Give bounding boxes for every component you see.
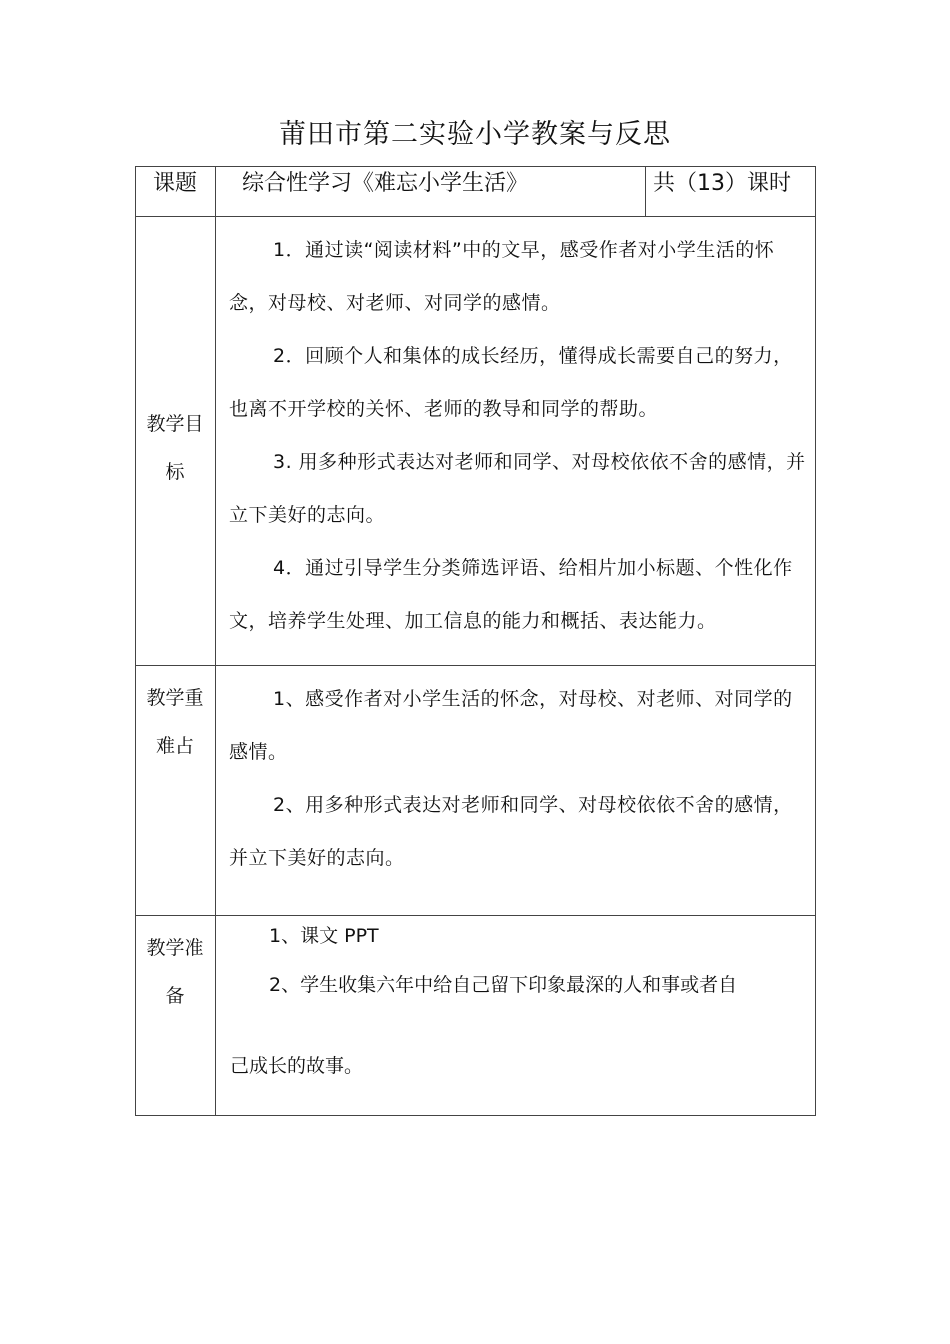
preparation-item: 1、课文 PPT <box>269 925 379 947</box>
key-points-content <box>229 673 809 913</box>
objective-item: 2．回顾个人和集体的成长经历，懂得成长需要自己的努力，也离不开学校的关怀、老师的教导和同学的帮助。 <box>229 345 793 420</box>
preparation-item: 己成长的故事。 <box>230 1055 364 1077</box>
table-column-divider <box>215 166 216 1116</box>
period-count: 共（13）课时 <box>653 171 791 196</box>
preparation-label <box>135 924 215 1020</box>
key-point-item: 1、感受作者对小学生活的怀念，对母校、对老师、对同学的感情。 <box>229 688 793 763</box>
table-border-right <box>815 166 816 1116</box>
objectives-label <box>135 400 215 496</box>
lesson-topic: 综合性学习《难忘小学生活》 <box>242 171 529 196</box>
objective-item: 3. 用多种形式表达对老师和同学、对母校依依不舍的感情，并立下美好的志向。 <box>229 451 806 526</box>
table-border-bottom <box>135 1115 816 1116</box>
objective-item: 1．通过读“阅读材料”中的文早，感受作者对小学生活的怀念，对母校、对老师、对同学的感情。 <box>229 239 775 314</box>
preparation-label-line: 备 <box>165 985 185 1007</box>
objectives-label-line: 标 <box>165 461 185 483</box>
header-label-cell: 课题 <box>152 171 197 196</box>
table-row-divider <box>135 665 816 666</box>
lesson-plan-table <box>135 166 816 1116</box>
key-points-label <box>135 674 215 770</box>
key-point-item: 2、用多种形式表达对老师和同学、对母校依依不舍的感情，并立下美好的志向。 <box>229 794 793 869</box>
objectives-content <box>229 224 809 665</box>
key-points-label-line: 难占 <box>155 735 194 757</box>
objective-item: 4．通过引导学生分类筛选评语、给相片加小标题、个性化作文，培养学生处理、加工信息的能力和概括、表达能力。 <box>229 557 793 632</box>
page-title: 莆田市第二实验小学教案与反思 <box>279 119 671 150</box>
table-row-divider <box>135 915 816 916</box>
preparation-label-line: 教学准 <box>146 937 204 959</box>
objectives-label-line: 教学目 <box>146 413 204 435</box>
key-points-label-line: 教学重 <box>146 687 204 709</box>
preparation-item: 2、学生收集六年中给自己留下印象最深的人和事或者自 <box>269 974 738 996</box>
table-column-divider <box>645 166 646 217</box>
table-row-divider <box>135 216 816 217</box>
